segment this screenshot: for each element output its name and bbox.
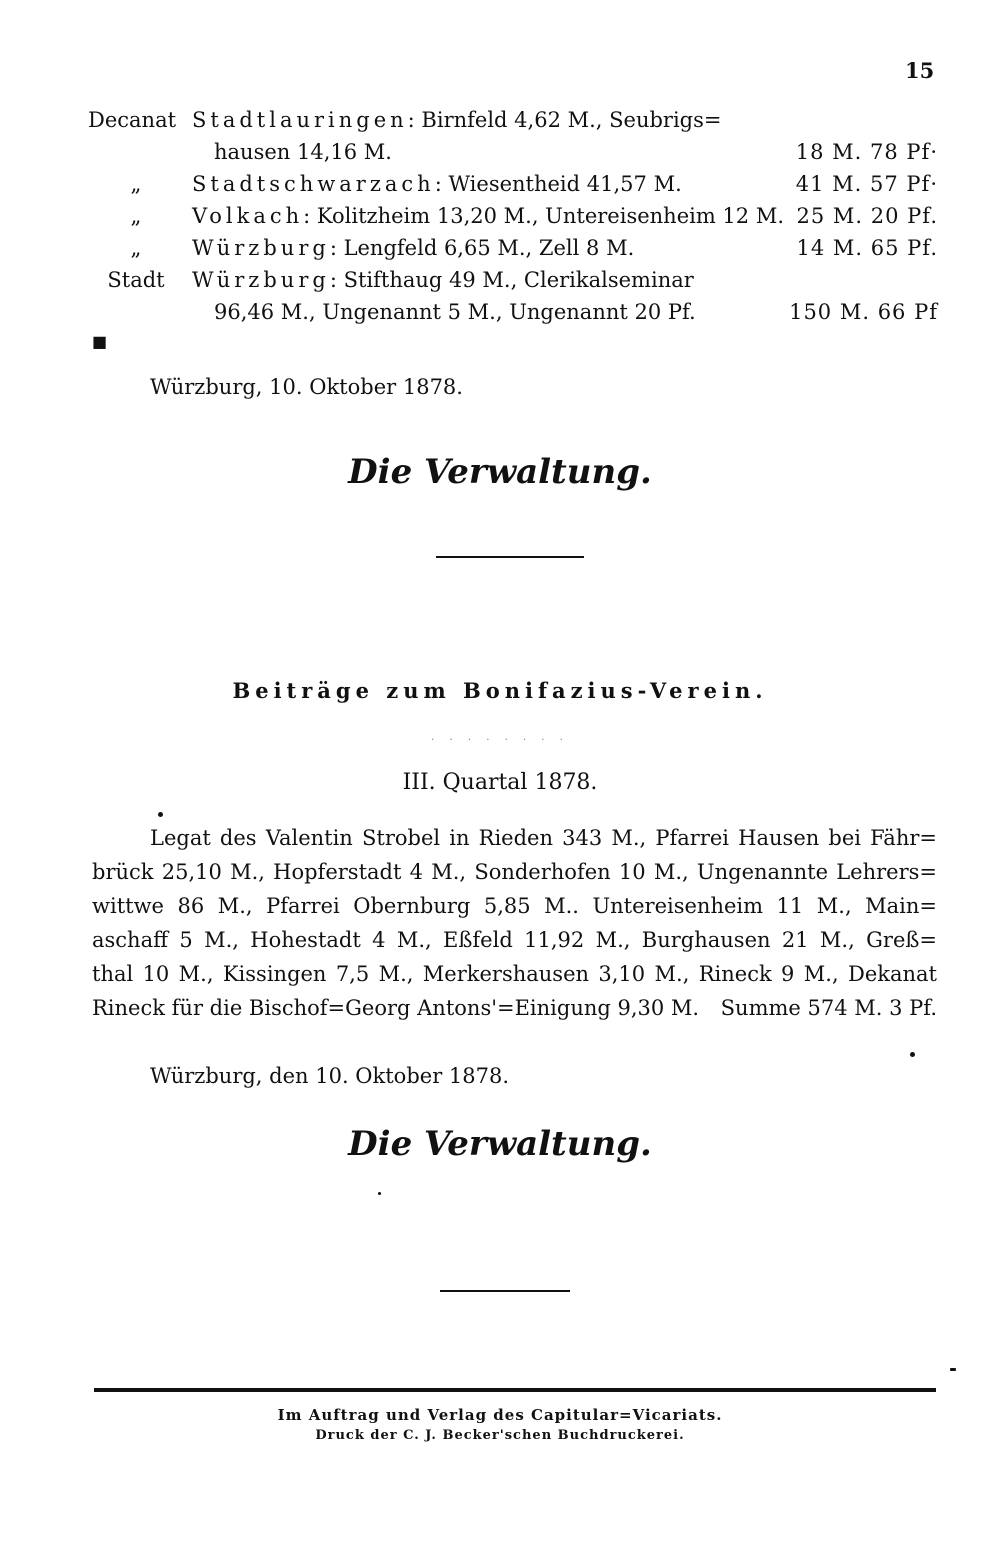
place-name: Volkach [192, 204, 304, 228]
ink-speck [378, 1192, 381, 1195]
row-text [192, 236, 634, 260]
donation-row [88, 236, 938, 268]
second-dateline: Würzburg, den 10. Oktober 1878. [150, 1064, 510, 1088]
place-details: : Birnfeld 4,62 M., Seubrigs= [407, 108, 722, 132]
donation-row [88, 172, 938, 204]
place-name: Stadtschwarzach [192, 172, 435, 196]
place-details: hausen 14,16 M. [214, 140, 392, 164]
row-text [214, 140, 392, 164]
row-text [214, 300, 696, 324]
footer-rule [94, 1388, 936, 1392]
first-signature: Die Verwaltung. [348, 452, 652, 492]
divider-rule [436, 556, 584, 558]
place-name: Würzburg [192, 236, 330, 260]
margin-mark: ■ [92, 332, 108, 351]
place-details: : Lengfeld 6,65 M., Zell 8 M. [329, 236, 635, 260]
first-dateline: Würzburg, 10. Oktober 1878. [150, 375, 463, 399]
paragraph-line: Legat des Valentin Strobel in Rieden 343 M., Pfarrei Hausen bei Fähr= [150, 826, 937, 850]
footer-printer: Druck der C. J. Becker'schen Buchdruckerei. [315, 1428, 685, 1443]
divider-rule [440, 1290, 570, 1292]
paragraph-line: wittwe 86 M., Pfarrei Obernburg 5,85 M.. Untereisenheim 11 M., Main= [92, 894, 937, 918]
place-details: 96,46 M., Ungenannt 5 M., Ungenannt 20 Pf. [214, 300, 696, 324]
place-name: Würzburg [192, 268, 330, 292]
row-text [192, 172, 682, 196]
donation-row [88, 300, 938, 332]
row-amount: 14 M. 65 Pf. [796, 236, 938, 260]
row-amount: 18 M. 78 Pf· [795, 140, 938, 164]
paragraph-line [92, 996, 937, 1030]
ink-speck [910, 1052, 915, 1057]
donation-row [88, 268, 938, 300]
row-label: „ [130, 236, 142, 260]
row-amount: 41 M. 57 Pf· [795, 172, 938, 196]
donation-table [88, 108, 938, 351]
section-title: Beiträge zum Bonifazius-Verein. [232, 678, 768, 703]
ink-speck [950, 1368, 956, 1371]
donation-row [88, 140, 938, 172]
second-signature: Die Verwaltung. [348, 1124, 652, 1164]
row-amount: 25 M. 20 Pf. [796, 204, 938, 228]
row-label: Decanat [88, 108, 177, 132]
paragraph-line: thal 10 M., Kissingen 7,5 M., Merkershausen 3,10 M., Rineck 9 M., Dekanat [92, 962, 937, 986]
place-name: Stadtlauringen [192, 108, 408, 132]
row-text [192, 204, 784, 228]
page-number: 15 [905, 58, 935, 83]
place-details: : Kolitzheim 13,20 M., Untereisenheim 12 M. [303, 204, 785, 228]
paragraph-line: aschaff 5 M., Hohestadt 4 M., Eßfeld 11,92 M., Burghausen 21 M., Greß= [92, 928, 937, 952]
row-text [192, 108, 721, 132]
donation-paragraph [92, 826, 937, 1030]
section-dots: . . . . . . . . [431, 732, 569, 743]
donation-row [88, 204, 938, 236]
paragraph-line: brück 25,10 M., Hopferstadt 4 M., Sonderhofen 10 M., Ungenannte Lehrers= [92, 860, 937, 884]
row-label: Stadt [107, 268, 165, 292]
donation-row [88, 108, 938, 140]
place-details: : Stifthaug 49 M., Clerikalseminar [329, 268, 694, 292]
row-label: „ [130, 204, 142, 228]
quarter-heading: III. Quartal 1878. [402, 770, 598, 795]
row-text [192, 268, 694, 292]
paragraph-last-text: Rineck für die Bischof=Georg Antons'=Einigung 9,30 M. [92, 996, 700, 1020]
footer-publisher: Im Auftrag und Verlag des Capitular=Vicariats. [277, 1406, 723, 1424]
row-label: „ [130, 172, 142, 196]
ink-speck [158, 812, 163, 817]
place-details: : Wiesentheid 41,57 M. [434, 172, 682, 196]
paragraph-sum: Summe 574 M. 3 Pf. [720, 996, 937, 1020]
row-amount: 150 M. 66 Pf [789, 300, 938, 324]
